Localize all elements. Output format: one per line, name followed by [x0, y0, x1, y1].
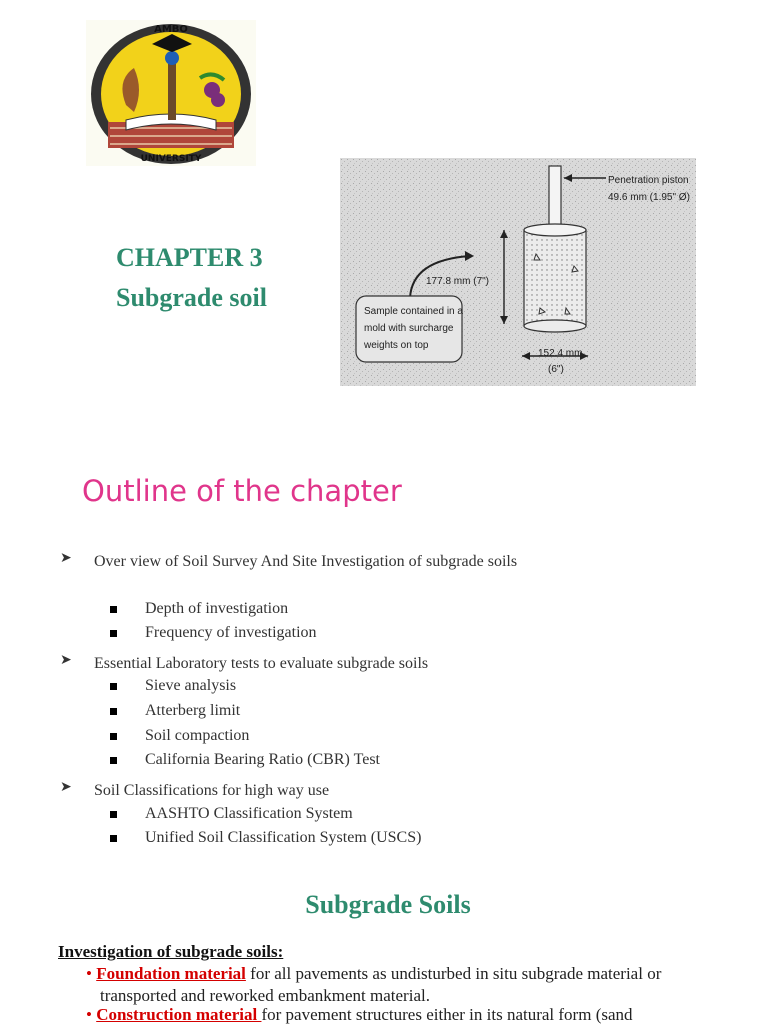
height-label: 177.8 mm (7") [426, 276, 490, 287]
width-label-1: 152.4 mm [538, 348, 583, 359]
square-bullet-icon [110, 733, 117, 740]
square-bullet-icon [110, 757, 117, 764]
investigation-bullet: • Foundation material for all pavements as undisturbed in situ subgrade material or [86, 964, 662, 983]
sample-text-2: mold with surcharge [364, 323, 454, 334]
investigation-bullet: • Construction material for pavement structures either in its natural form (sand [86, 1005, 633, 1024]
width-label-2: (6") [548, 364, 564, 375]
investigation-title: Investigation of subgrade soils: [58, 942, 284, 961]
square-bullet-icon [110, 708, 117, 715]
square-bullet-icon [110, 835, 117, 842]
chapter-title: Subgrade soil [116, 283, 267, 312]
sample-text-1: Sample contained in a [364, 306, 463, 317]
arrow-bullet-icon: ➤ [60, 551, 72, 566]
chapter-number: CHAPTER 3 [116, 243, 263, 272]
square-bullet-icon [110, 606, 117, 613]
square-bullet-icon [110, 811, 117, 818]
bullet-dot-icon: • [86, 1005, 92, 1024]
investigation-bullet-continuation: transported and reworked embankment material. [100, 986, 430, 1005]
piston-label-2: 49.6 mm (1.95" Ø) [608, 192, 690, 203]
arrow-bullet-icon: ➤ [60, 780, 72, 795]
section-title: Subgrade Soils [305, 890, 471, 919]
piston-label-1: Penetration piston [608, 175, 689, 186]
arrow-bullet-icon: ➤ [60, 653, 72, 668]
sample-text-3: weights on top [364, 340, 429, 351]
chapter-heading [116, 238, 267, 318]
bullet-dot-icon: • [86, 964, 92, 983]
ambo-university-logo [86, 20, 256, 166]
cbr-test-figure [340, 158, 696, 386]
logo-top-text: AMBO [154, 24, 188, 35]
outline-title: Outline of the chapter [82, 474, 402, 508]
logo-bottom-text: UNIVERSITY [140, 154, 202, 164]
square-bullet-icon [110, 630, 117, 637]
square-bullet-icon [110, 683, 117, 690]
